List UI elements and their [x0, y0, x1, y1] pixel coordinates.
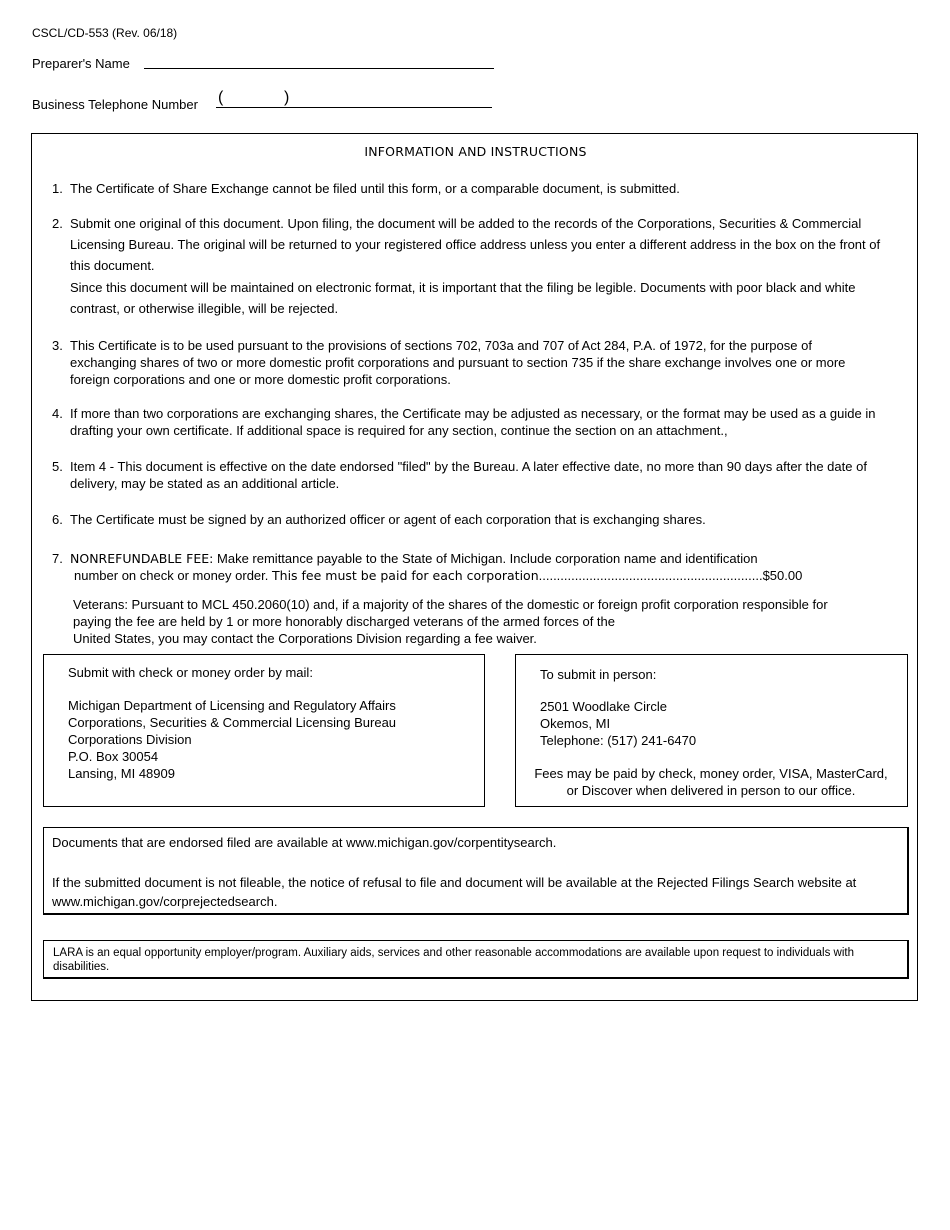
instructions-title: INFORMATION AND INSTRUCTIONS	[364, 144, 587, 159]
phone-close-paren: )	[284, 89, 290, 106]
mail-address-line: P.O. Box 30054	[68, 749, 159, 764]
item-number: 5.	[52, 459, 63, 474]
item-text: Item 4 - This document is effective on the date endorsed "filed" by the Bureau. A later effective date, no more than 90 days after the date of delivery, may be stated as an additional article.	[70, 459, 867, 491]
in-person-address-line: 2501 Woodlake Circle	[540, 699, 667, 714]
phone-field[interactable]	[216, 107, 492, 108]
mail-address-block	[68, 697, 396, 782]
fee-line-2a: number on check or money order.	[74, 568, 269, 583]
item-number: 4.	[52, 406, 63, 421]
fee-line-2b: This fee must be paid for each corporation	[272, 568, 539, 583]
mail-address-line: Lansing, MI 48909	[68, 766, 175, 781]
preparer-name-field[interactable]	[144, 68, 494, 69]
fee-amount: $50.00	[762, 568, 803, 583]
payment-methods-line-1: Fees may be paid by check, money order, VISA, MasterCard,	[534, 766, 888, 781]
mail-address-line: Corporations, Securities & Commercial Licensing Bureau	[68, 715, 397, 730]
item-number: 6.	[52, 512, 63, 527]
item-text: This Certificate is to be used pursuant to the provisions of sections 702, 703a and 707 of Act 284, P.A. of 1972, for the purpose of exchanging shares of two or more domestic profit corporations and pursuant to section 735 if the share exchange involves one or more foreign corporations and one or more domestic profit corporations.	[70, 338, 846, 387]
item-text: The Certificate must be signed by an authorized officer or agent of each corporation that is exchanging shares.	[70, 512, 706, 527]
in-person-address-line: Okemos, MI	[540, 716, 611, 731]
item-text: If more than two corporations are exchanging shares, the Certificate may be adjusted as necessary, or the format may be used as a guide in drafting your own certificate. If additional space is required for any section, continue the section on an attachment.,	[70, 406, 876, 438]
item-text: Submit one original of this document. Upon filing, the document will be added to the records of the Corporations, Securities & Commercial Licensing Bureau. The original will be returned to your registered office address unless you enter a different address in the box on the front of this document.	[70, 216, 881, 273]
veterans-line-1: Veterans: Pursuant to MCL 450.2060(10) and, if a majority of the shares of the domestic or foreign profit corporation responsible for	[73, 597, 828, 612]
mail-submission-box	[43, 654, 485, 807]
item-number: 1.	[52, 181, 63, 196]
phone-open-paren: (	[218, 89, 224, 106]
equal-opportunity-text: LARA is an equal opportunity employer/program. Auxiliary aids, services and other reasonable accommodations are available upon request to individuals with disabilities.	[53, 947, 854, 973]
online-documents-box	[43, 827, 909, 915]
instructions-panel	[31, 133, 918, 1001]
in-person-address-line: Telephone: (517) 241-6470	[540, 733, 697, 748]
item-text: The Certificate of Share Exchange cannot be filed until this form, or a comparable document, is submitted.	[70, 181, 680, 196]
endorsed-documents-text: Documents that are endorsed filed are available at www.michigan.gov/corpentitysearch.	[52, 835, 557, 850]
veterans-line-3: United States, you may contact the Corporations Division regarding a fee waiver.	[73, 631, 537, 646]
fee-line-1: Make remittance payable to the State of Michigan. Include corporation name and identification	[217, 551, 758, 566]
item-number: 7.	[52, 551, 63, 566]
payment-methods-line-2: or Discover when delivered in person to our office.	[566, 783, 856, 798]
in-person-box	[515, 654, 908, 807]
payment-methods	[516, 765, 906, 799]
mail-address-line: Michigan Department of Licensing and Regulatory Affairs	[68, 698, 396, 713]
fee-leader-dots: ..............................................................	[538, 568, 763, 583]
in-person-address-block	[540, 698, 696, 749]
phone-label: Business Telephone Number	[32, 97, 198, 112]
preparer-name-label: Preparer's Name	[32, 56, 130, 71]
mail-box-heading: Submit with check or money order by mail:	[68, 665, 313, 680]
equal-opportunity-box	[43, 940, 909, 979]
in-person-heading: To submit in person:	[540, 667, 657, 682]
item-number: 2.	[52, 216, 63, 231]
mail-address-line: Corporations Division	[68, 732, 192, 747]
form-code: CSCL/CD-553 (Rev. 06/18)	[32, 26, 178, 40]
item-number: 3.	[52, 338, 63, 353]
fee-label: NONREFUNDABLE FEE:	[70, 551, 214, 566]
veterans-line-2: paying the fee are held by 1 or more honorably discharged veterans of the armed forces of the	[73, 614, 615, 629]
item-text-continued: Since this document will be maintained on electronic format, it is important that the filing be legible. Documents with poor black and white contrast, or otherwise illegible, will be rejected.	[70, 280, 856, 316]
rejected-filings-text: If the submitted document is not fileable, the notice of refusal to file and document will be available at the Rejected Filings Search website at www.michigan.gov/corprejectedsearch.	[52, 875, 857, 909]
